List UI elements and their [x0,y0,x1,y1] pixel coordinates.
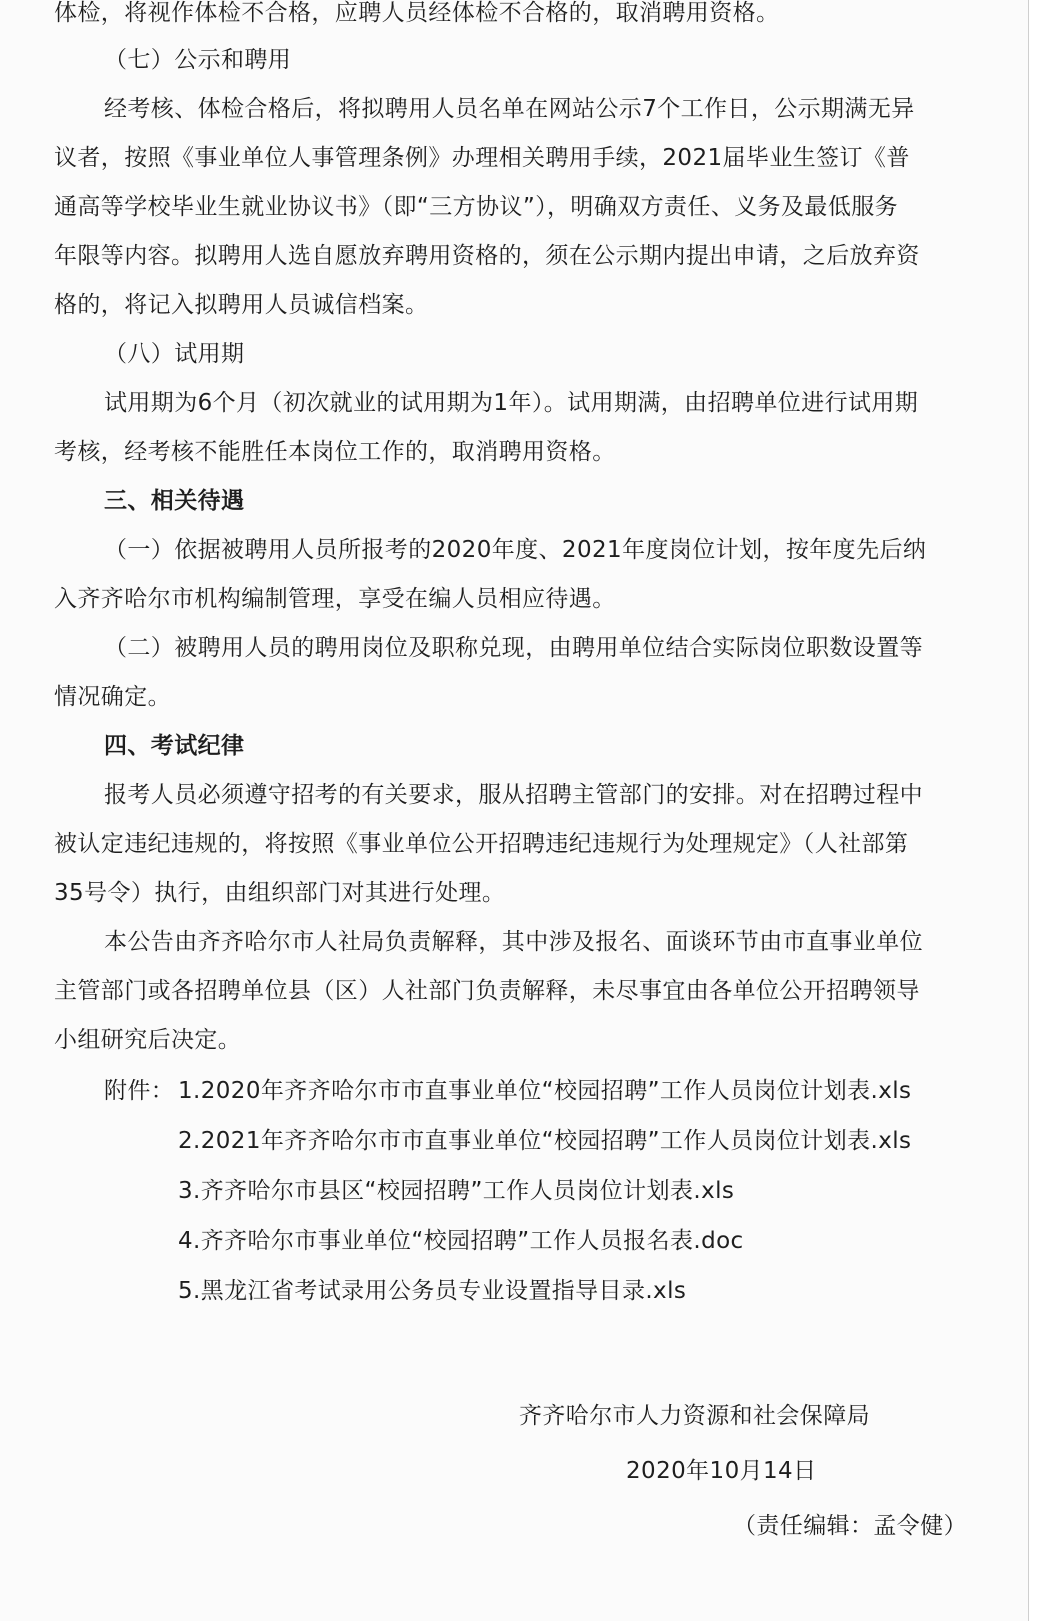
attachment-item: 2.2021年齐齐哈尔市市直事业单位“校园招聘”工作人员岗位计划表.xls [178,1128,912,1154]
text-line: 经考核、体检合格后，将拟聘用人员名单在网站公示7个工作日，公示期满无异 [104,96,915,122]
text-line: 格的，将记入拟聘用人员诚信档案。 [54,292,429,318]
text-line: 议者，按照《事业单位人事管理条例》办理相关聘用手续，2021届毕业生签订《普 [54,145,910,171]
text-line: 通高等学校毕业生就业协议书》（即“三方协议”），明确双方责任、义务及最低服务 [54,194,899,220]
attachments-label: 附件： [104,1078,175,1104]
chapter-heading: 三、相关待遇 [104,488,245,514]
attachment-item: 3.齐齐哈尔市县区“校园招聘”工作人员岗位计划表.xls [178,1178,735,1204]
attachment-item: 1.2020年齐齐哈尔市市直事业单位“校园招聘”工作人员岗位计划表.xls [178,1078,912,1104]
chapter-heading: 四、考试纪律 [104,733,245,759]
attachment-item: 5.黑龙江省考试录用公务员专业设置指导目录.xls [178,1278,687,1304]
issuing-organization: 齐齐哈尔市人力资源和社会保障局 [519,1403,870,1429]
responsible-editor: （责任编辑：孟令健） [733,1513,967,1539]
text-line: 试用期为6个月（初次就业的试用期为1年）。试用期满，由招聘单位进行试用期 [104,390,919,416]
text-line: 35号令）执行，由组织部门对其进行处理。 [54,880,506,906]
issue-date: 2020年10月14日 [626,1458,817,1484]
section-heading: （八）试用期 [104,341,245,367]
text-line: 被认定违纪违规的，将按照《事业单位公开招聘违纪违规行为处理规定》（人社部第 [54,831,909,857]
text-line: （一）依据被聘用人员所报考的2020年度、2021年度岗位计划，按年度先后纳 [104,537,927,563]
text-line: 主管部门或各招聘单位县（区）人社部门负责解释，未尽事宜由各单位公开招聘领导 [54,978,920,1004]
section-heading: （七）公示和聘用 [104,47,292,73]
text-line: 小组研究后决定。 [54,1027,242,1053]
text-line: 年限等内容。拟聘用人选自愿放弃聘用资格的，须在公示期内提出申请，之后放弃资 [54,243,920,269]
text-line: 报考人员必须遵守招考的有关要求，服从招聘主管部门的安排。对在招聘过程中 [104,782,923,808]
text-line: 考核，经考核不能胜任本岗位工作的，取消聘用资格。 [54,439,616,465]
attachment-item: 4.齐齐哈尔市事业单位“校园招聘”工作人员报名表.doc [178,1228,744,1254]
text-line: 情况确定。 [54,684,171,710]
text-line: （二）被聘用人员的聘用岗位及职称兑现，由聘用单位结合实际岗位职数设置等 [104,635,923,661]
text-line: 入齐齐哈尔市机构编制管理，享受在编人员相应待遇。 [54,586,616,612]
text-line: 体检，将视作体检不合格，应聘人员经体检不合格的，取消聘用资格。 [54,0,780,26]
text-line: 本公告由齐齐哈尔市人社局负责解释，其中涉及报名、面谈环节由市直事业单位 [104,929,923,955]
